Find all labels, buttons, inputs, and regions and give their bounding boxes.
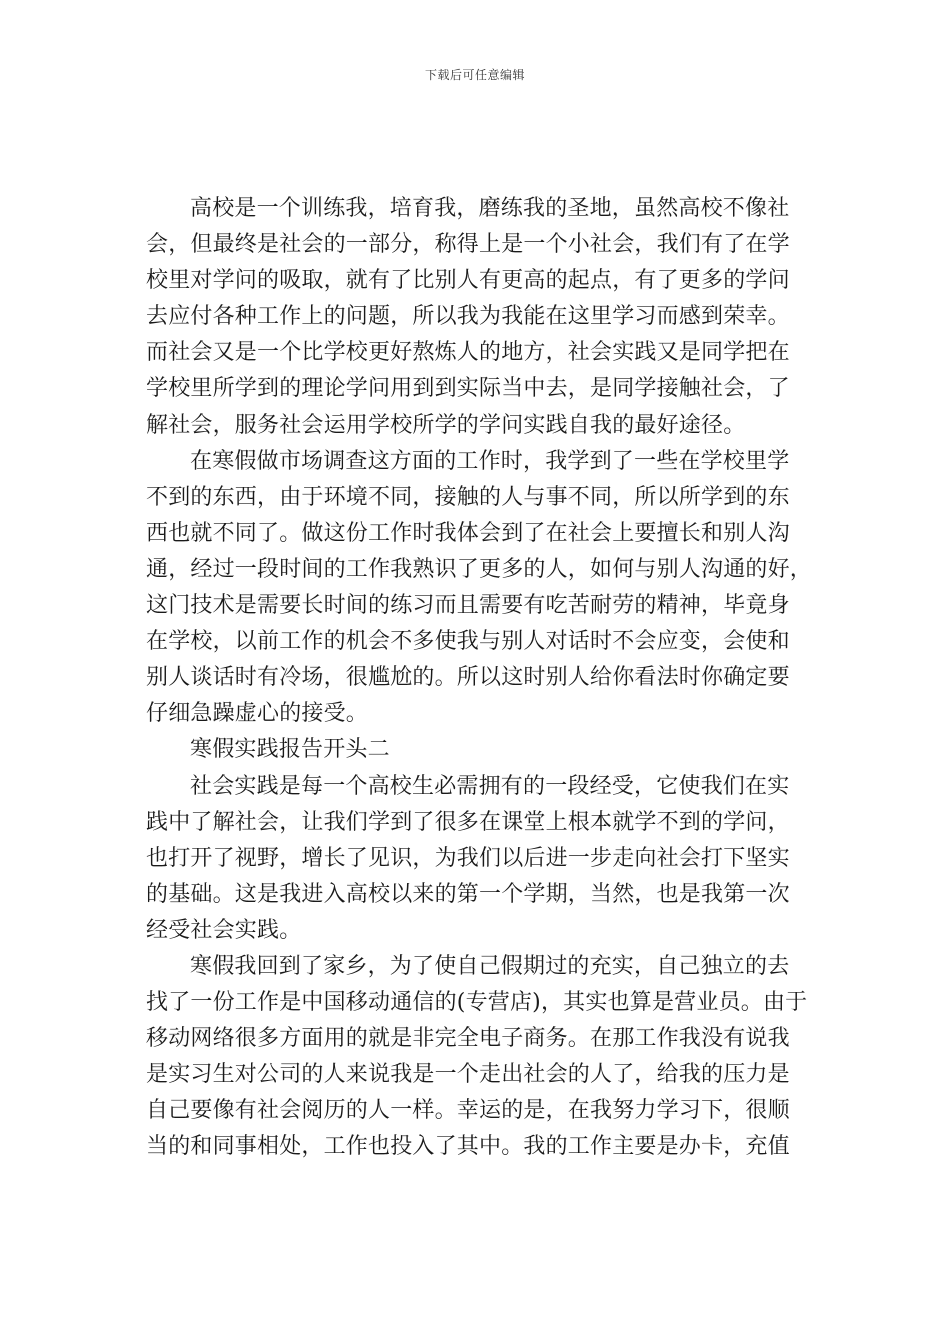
document-body xyxy=(146,191,813,1166)
text-line: 通，经过一段时间的工作我熟识了更多的人，如何与别人沟通的好， xyxy=(146,556,813,582)
text-line: 也打开了视野，增长了见识，为我们以后进一步走向社会打下坚实 xyxy=(146,845,790,871)
text-line: 在寒假做市场调查这方面的工作时，我学到了一些在学校里学 xyxy=(190,448,790,474)
text-line: 移动网络很多方面用的就是非完全电子商务。在那工作我没有说我 xyxy=(146,1026,790,1052)
page-header-note: 下载后可任意编辑 xyxy=(424,68,525,82)
text-line: 别人谈话时有冷场，很尴尬的。所以这时别人给你看法时你确定要 xyxy=(146,665,790,691)
text-line: 去应付各种工作上的问题，所以我为我能在这里学习而感到荣幸。 xyxy=(146,304,790,330)
text-line: 寒假我回到了家乡，为了使自己假期过的充实，自己独立的去 xyxy=(190,953,790,979)
text-line: 找了一份工作是中国移动通信的(专营店)，其实也算是营业员。由于 xyxy=(146,990,808,1016)
text-line: 自己要像有社会阅历的人一样。幸运的是，在我努力学习下，很顺 xyxy=(146,1098,790,1124)
text-line: 这门技术是需要长时间的练习而且需要有吃苦耐劳的精神，毕竟身 xyxy=(146,593,790,619)
text-line: 会，但最终是社会的一部分，称得上是一个小社会，我们有了在学 xyxy=(146,232,790,258)
text-line: 寒假实践报告开头二 xyxy=(190,737,390,763)
text-line: 经受社会实践。 xyxy=(146,917,302,943)
text-line: 校里对学问的吸取，就有了比别人有更高的起点，有了更多的学问 xyxy=(146,268,790,294)
text-line: 社会实践是每一个高校生必需拥有的一段经受，它使我们在实 xyxy=(190,773,790,799)
text-line: 高校是一个训练我，培育我，磨练我的圣地，虽然高校不像社 xyxy=(190,196,790,221)
text-line: 学校里所学到的理论学问用到到实际当中去，是同学接触社会，了 xyxy=(146,376,790,402)
text-line: 不到的东西，由于环境不同，接触的人与事不同，所以所学到的东 xyxy=(146,484,790,510)
text-line: 而社会又是一个比学校更好熬炼人的地方，社会实践又是同学把在 xyxy=(146,340,790,366)
text-line: 西也就不同了。做这份工作时我体会到了在社会上要擅长和别人沟 xyxy=(146,520,790,546)
text-line: 解社会，服务社会运用学校所学的学问实践自我的最好途径。 xyxy=(146,412,746,438)
text-line: 是实习生对公司的人来说我是一个走出社会的人了，给我的压力是 xyxy=(146,1062,790,1088)
text-line: 的基础。这是我进入高校以来的第一个学期，当然，也是我第一次 xyxy=(146,881,790,907)
text-line: 在学校，以前工作的机会不多使我与别人对话时不会应变，会使和 xyxy=(146,629,790,655)
text-line: 践中了解社会，让我们学到了很多在课堂上根本就学不到的学问， xyxy=(146,809,790,835)
text-line: 仔细急躁虚心的接受。 xyxy=(146,701,369,727)
text-line: 当的和同事相处，工作也投入了其中。我的工作主要是办卡，充值 xyxy=(146,1134,790,1160)
